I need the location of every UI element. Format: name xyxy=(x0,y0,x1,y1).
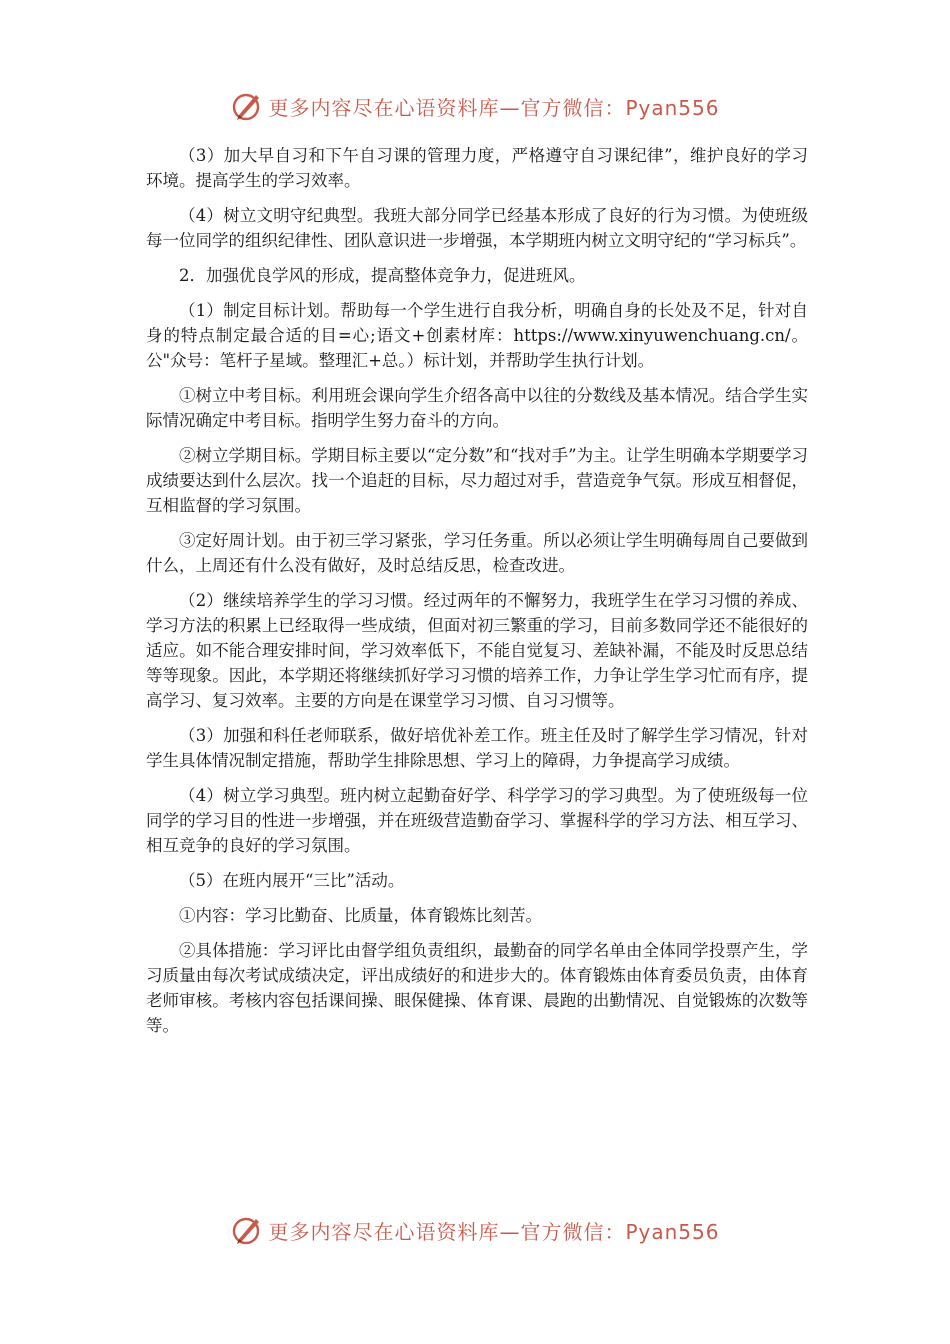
paragraph: （3）加大早自习和下午自习课的管理力度，严格遵守自习课纪律”，维护良好的学习环境。提高学生的学习效率。 xyxy=(146,146,808,190)
paragraph: ②树立学期目标。学期目标主要以“定分数”和“找对手”为主。让学生明确本学期要学习成绩要达到什么层次。找一个追赶的目标，尽力超过对手，营造竞争气氛。形成互相督促，互相监督的学习氛围。 xyxy=(146,446,808,515)
paragraph: （4）树立文明守纪典型。我班大部分同学已经基本形成了良好的行为习惯。为使班级每一位同学的组织纪律性、团队意识进一步增强，本学期班内树立文明守纪的“学习标兵”。 xyxy=(146,206,808,250)
paragraph: （2）继续培养学生的学习习惯。经过两年的不懈努力，我班学生在学习习惯的养成、学习方法的积累上已经取得一些成绩，但面对初三繁重的学习，目前多数同学还不能很好的适应。如不能合理安排时间，学习效率低下，不能自觉复习、差缺补漏，不能及时反思总结等等现象。因此，本学期还将继续抓好学习习惯的培养工作，力争让学生学习忙而有序，提高学习、复习效率。主要的方向是在课堂学习习惯、自习习惯等。 xyxy=(146,591,808,710)
paragraph: ①树立中考目标。利用班会课向学生介绍各高中以往的分数线及基本情况。结合学生实际情况确定中考目标。指明学生努力奋斗的方向。 xyxy=(146,386,808,430)
paragraph: ③定好周计划。由于初三学习紧张，学习任务重。所以必须让学生明确每周自己要做到什么，上周还有什么没有做好，及时总结反思，检查改进。 xyxy=(146,531,808,575)
paragraph: （3）加强和科任老师联系，做好培优补差工作。班主任及时了解学生学习情况，针对学生具体情况制定措施，帮助学生排除思想、学习上的障碍，力争提高学习成绩。 xyxy=(146,726,808,770)
paragraph: ②具体措施：学习评比由督学组负责组织，最勤奋的同学名单由全体同学投票产生，学习质量由每次考试成绩决定，评出成绩好的和进步大的。体育锻炼由体育委员负责，由体育老师审核。考核内容包括课间操、眼保健操、体育课、晨跑的出勤情况、自觉锻炼的次数等等。 xyxy=(146,941,808,1035)
pen-circle-logo-icon xyxy=(230,89,264,123)
footer-banner xyxy=(0,1210,950,1250)
paragraph: ①内容：学习比勤奋、比质量，体育锻炼比刻苦。 xyxy=(179,906,542,925)
pen-circle-logo-icon xyxy=(230,1213,264,1247)
footer-banner-text: 更多内容尽在心语资料库—官方微信：Pyan556 xyxy=(268,1219,720,1244)
header-banner-text: 更多内容尽在心语资料库—官方微信：Pyan556 xyxy=(268,95,720,120)
header-banner xyxy=(0,86,950,126)
paragraph: （5）在班内展开“三比”活动。 xyxy=(179,871,405,890)
paragraph: （1）制定目标计划。帮助每一个学生进行自我分析，明确自身的长处及不足，针对自身的特点制定最合适的目=心;语文+创素材库：https://www.xinyuwenchuang.cn/。公"众号：笔杆子星域。整理汇+总。）标计划，并帮助学生执行计划。 xyxy=(146,301,808,370)
paragraph: （4）树立学习典型。班内树立起勤奋好学、科学学习的学习典型。为了使班级每一位同学的学习目的性进一步增强，并在班级营造勤奋学习、掌握科学的学习方法、相互学习、相互竞争的良好的学习氛围。 xyxy=(146,786,808,855)
paragraph: 2．加强优良学风的形成，提高整体竞争力，促进班风。 xyxy=(179,266,586,285)
document-body xyxy=(146,143,808,1048)
